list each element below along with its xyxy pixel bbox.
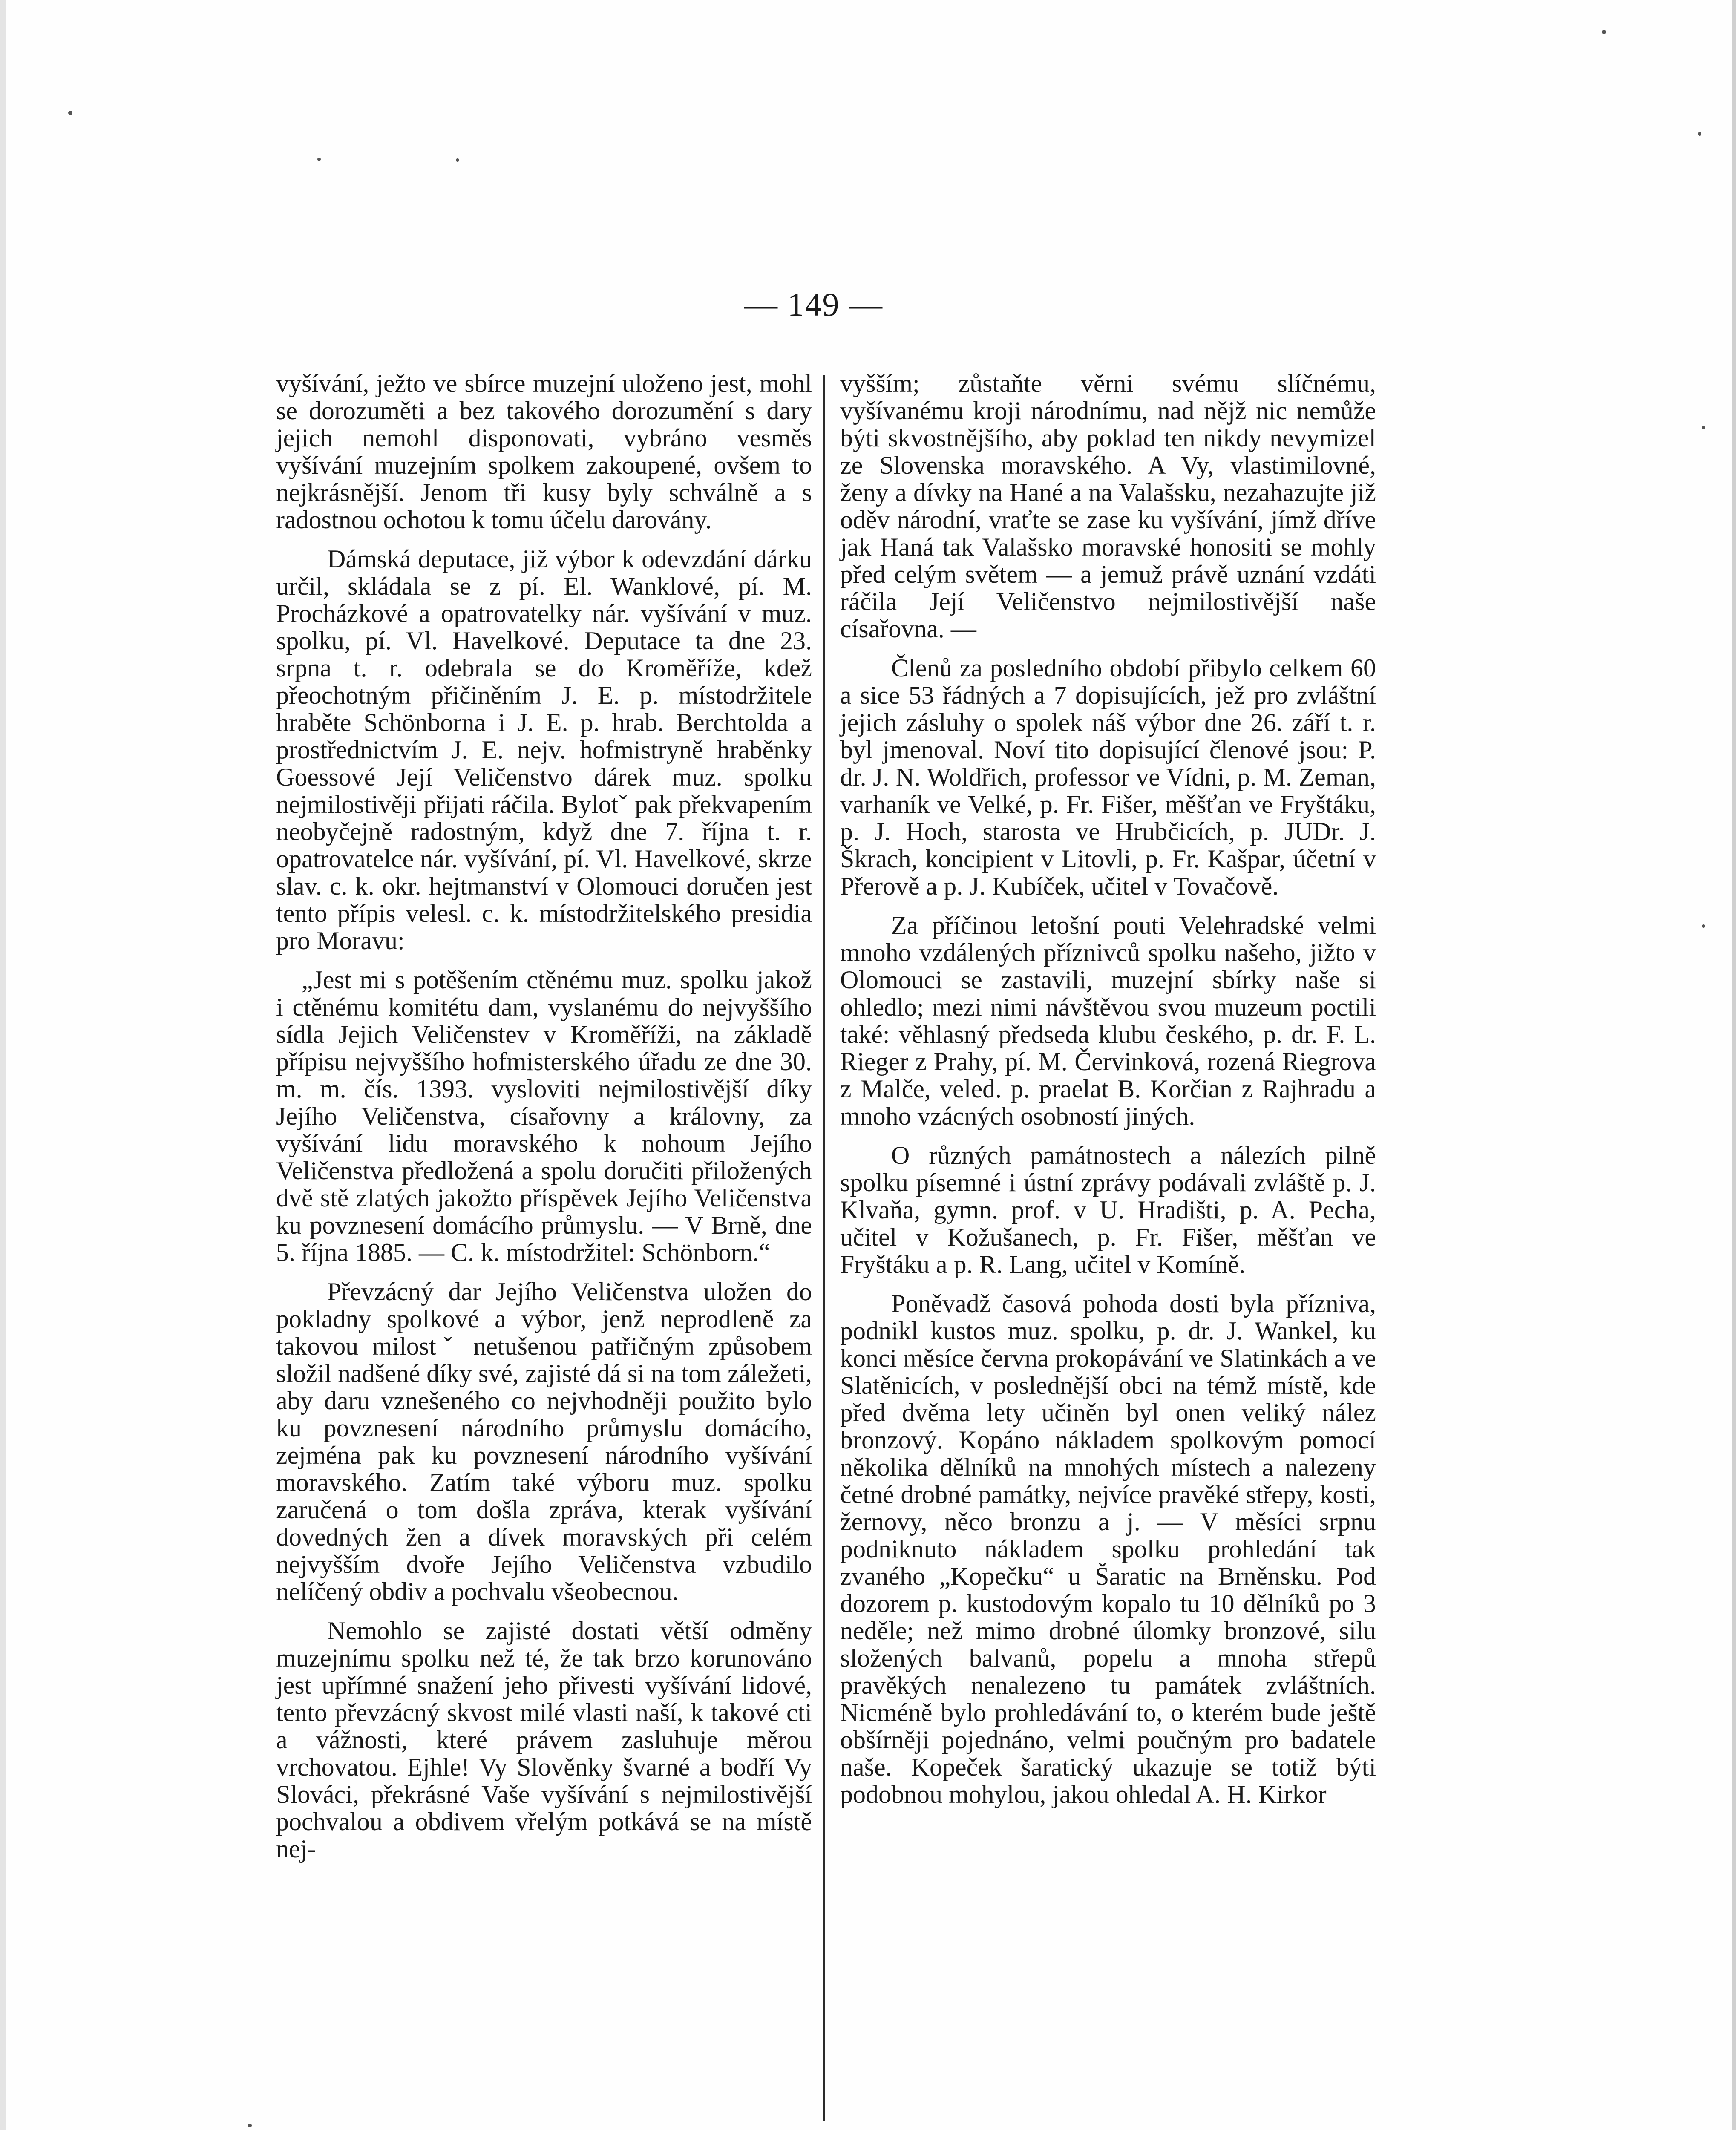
paragraph: Za příčinou letošní pouti Velehradské velmi mnoho vzdálených příznivců spolku našeho, jižto v Olomouci se zastavili, muzejní sbírky naše si ohledlo; mezi nimi návštěvou svou muzeum poctili také: věhlasný předseda klubu českého, p. dr. F. L. Rieger z Prahy, pí. M. Červinková, rozená Riegrova z Malče, veled. p. praelat B. Korčian z Rajhradu a mnoho vzácných osobností jiných. bbox=[840, 911, 1376, 1130]
print-speck bbox=[317, 158, 321, 161]
paragraph: Poněvadž časová pohoda dosti byla příznivа, podnikl kustos muz. spolku, p. dr. J. Wankel, ku konci měsíce června prokopávání ve Slatinkách a ve Slatěnicích, v poslednější obci na témž místě, kde před dvěma lety učiněn byl onen veliký nález bronzový. Kopáno nákladem spolkovým pomocí několika dělníků na mnohých místech a nalezeny četné drobné památky, nejvíce pravěké střepy, kosti, žernovy, něco bronzu a j. — V měsíci srpnu podniknuto nákladem spolku prohledání tak zvaného „Kopečku“ u Šaratic na Brněnsku. Pod dozorem p. kustodovým kopalo tu 10 dělníků po 3 neděle; než mimo drobné úlomky bronzové, silu složených balvanů, popelu a mnoha střepů pravěkých nenalezeno tu památek zvláštních. Nicméně bylo prohledávání to, o kterém bude ještě obšírněji pojednáno, velmi poučným pro badatele naše. Kopeček šaratický ukazuje se totiž býti podobnou mohylou, jakou ohledal A. H. Kirkor bbox=[840, 1290, 1376, 1808]
page-number: — 149 — bbox=[744, 286, 883, 323]
left-column bbox=[276, 370, 812, 1862]
page-edge-left bbox=[0, 0, 6, 2130]
paragraph: O různých památnostech a nálezích pilně spolku písemné i ústní zprávy podávali zvláště p. J. Klvaňa, gymn. prof. v U. Hradišti, p. A. Pecha, učitel v Kožušanech, p. Fr. Fišer, měšťan ve Fryštáku a p. R. Lang, učitel v Komíně. bbox=[840, 1141, 1376, 1278]
page-edge-right bbox=[1732, 0, 1736, 2130]
paragraph: Členů za posledního období přibylo celkem 60 a sice 53 řádných a 7 dopisujících, jež pro zvláštní jejich zásluhy o spolek náš výbor dne 26. září t. r. byl jmenoval. Noví tito dopisující členové jsou: P. dr. J. N. Woldřich, professor ve Vídni, p. M. Zeman, varhaník ve Velké, p. Fr. Fišer, měšťan ve Fryštáku, p. J. Hoch, starosta ve Hrubčicích, p. JUDr. J. Škrach, koncipient v Litovli, p. Fr. Kašpar, účetní v Přerově a p. J. Kubíček, učitel v Tovačově. bbox=[840, 654, 1376, 900]
print-speck bbox=[248, 2124, 252, 2127]
right-column bbox=[840, 370, 1376, 1808]
print-speck bbox=[456, 158, 459, 162]
paragraph: vyšším; zůstaňte věrni svému slíčnému, vyšívanému kroji národnímu, nad nějž nic nemůže býti skvostnějšího, aby poklad ten nikdy nevymizel ze Slovenska moravského. A Vy, vlastimilovné, ženy a dívky na Hané a na Valašsku, nezahazujte již oděv národní, vraťte se zase ku vyšívání, jímž dříve jak Haná tak Valašsko moravské honositi se mohly před celým světem — a jemuž právě uznání vzdáti ráčila Její Veličenstvo nejmilostivější naše císařovna. — bbox=[840, 369, 1376, 643]
print-speck bbox=[1702, 426, 1705, 429]
paragraph: vyšívání, ježto ve sbírce muzejní uloženo jest, mohl se dorozuměti a bez takového dorozumění s dary jejich nemohl disponovati, vybráno vesměs vyšívání muzejním spolkem zakoupené, ovšem to nejkrásnější. Jenom tři kusy byly schválně a s radostnou ochotou k tomu účelu darovány. bbox=[276, 369, 812, 534]
paragraph: Převzácný dar Jejího Veličenstva uložen do pokladny spolkové a výbor, jenž neprodleně za takovou milostˇ netušenou patřičným způsobem složil nadšené díky své, zajisté dá si na tom záležeti, aby daru vznešeného co nejvhodněji použito bylo ku povznesení národního průmyslu domácího, zejména pak ku povznesení národního vyšívání moravského. Zatím také výboru muz. spolku zaručená o tom došla zpráva, kterak vyšívání dovedných žen a dívek moravských při celém nejvyšším dvoře Jejího Veličenstva vzbudilo nelíčený obdiv a pochvalu všeobecnou. bbox=[276, 1278, 812, 1606]
quoted-letter: „Jest mi s potěšením ctěnému muz. spolku jakož i ctěnému komitétu dam, vyslanému do nejvyššího sídla Jejich Veličenstev v Kroměříži, na základě přípisu nejvyššího hofmisterského úřadu ze dne 30. m. m. čís. 1393. vysloviti nejmilostivější díky Jejího Veličenstva, císařovny a královny, za vyšívání lidu moravského k nohoum Jejího Veličenstva předložená a spolu doručiti přiložených dvě stě zlatých jakožto příspěvek Jejího Veličenstva ku povznesení domácího průmyslu. — V Brně, dne 5. října 1885. — C. k. místodržitel: Schönborn.“ bbox=[276, 966, 812, 1266]
print-speck bbox=[68, 111, 72, 115]
paragraph: Nemohlo se zajisté dostati větší odměny muzejnímu spolku než té, že tak brzo korunováno jest upřímné snažení jeho přivesti vyšívání lidové, tento převzácný skvost milé vlasti naší, k takové cti a vážnosti, které právem zasluhuje měrou vrchovatou. Ejhle! Vy Slověnky švarné a bodří Vy Slováci, překrásné Vaše vyšívání s nejmilostivější pochvalou a obdivem vřelým potkává se na místě nej- bbox=[276, 1617, 812, 1863]
print-speck bbox=[1702, 924, 1705, 928]
print-speck bbox=[1602, 30, 1606, 34]
print-speck bbox=[1698, 132, 1701, 136]
paragraph: Dámská deputace, již výbor k odevzdání dárku určil, skládala se z pí. El. Wanklové, pí. M. Procházkové a opatrovatelky nár. vyšívání v muz. spolku, pí. Vl. Havelkové. Deputace ta dne 23. srpna t. r. odebrala se do Kroměříže, kdež přeochotným přičiněním J. E. p. místodržitele hraběte Schönborna i J. E. p. hrab. Berchtolda a prostřednictvím J. E. nejv. hofmistryně hraběnky Goessové Její Veličenstvo dárek muz. spolku nejmilostivěji přijati ráčila. Bylotˇ pak překvapením neobyčejně radostným, když dne 7. října t. r. opatrovatelce nár. vyšívání, pí. Vl. Havelkové, skrze slav. c. k. okr. hejtmanství v Olomouci doručen jest tento přípis velesl. c. k. místodržitelského presidia pro Moravu: bbox=[276, 545, 812, 955]
column-divider bbox=[823, 375, 825, 2121]
